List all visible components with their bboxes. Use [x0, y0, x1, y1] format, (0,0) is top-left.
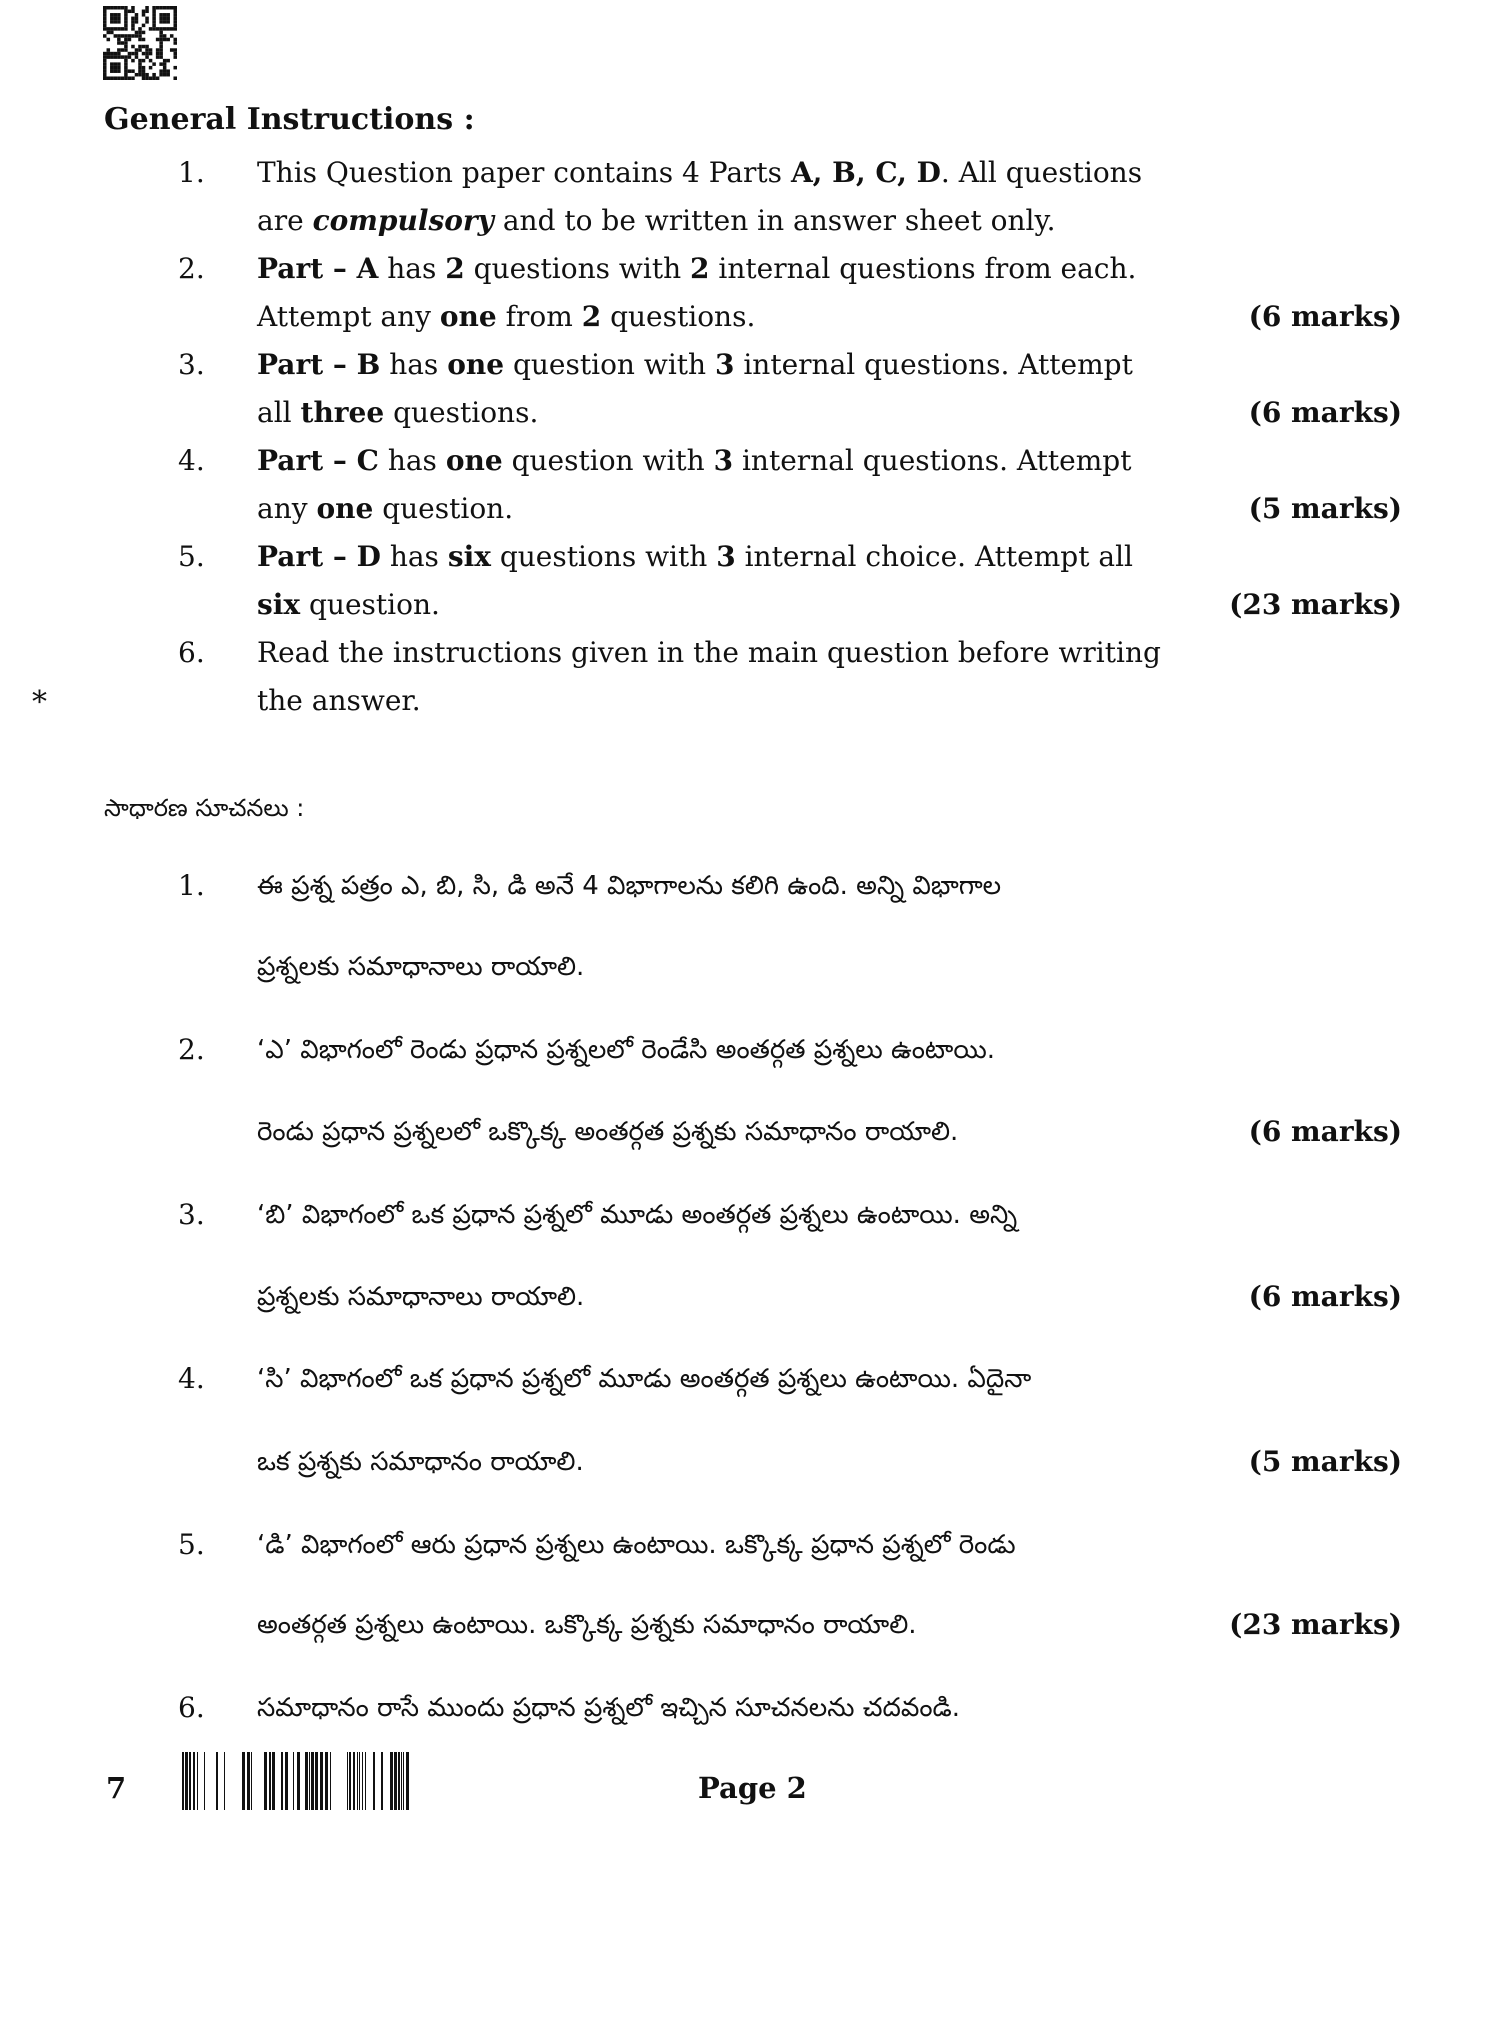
text-segment: question with: [504, 348, 715, 381]
instruction-number: 1.: [178, 869, 205, 902]
text-segment: has: [378, 252, 446, 285]
text-segment: are: [257, 204, 313, 237]
telugu-instruction-line: అంతర్గత ప్రశ్నలు ఉంటాయి. ఒక్కొక్క ప్రశ్నకు సమాధానం రాయాలి.: [257, 1610, 917, 1640]
text-segment: all: [257, 396, 301, 429]
instruction-line: [257, 297, 755, 337]
text-segment: questions with: [464, 252, 691, 285]
emphasis-text: 3: [713, 444, 734, 477]
telugu-instructions-title: సాధారణ సూచనలు :: [104, 794, 305, 822]
text-segment: questions.: [384, 396, 539, 429]
emphasis-text: 2: [690, 252, 710, 285]
telugu-instruction-line: సమాధానం రాసే ముందు ప్రధాన ప్రశ్నలో ఇచ్చిన సూచనలను చదవండి.: [257, 1693, 961, 1723]
emphasis-text: six: [447, 540, 491, 573]
emphasis-text: Part – A: [257, 252, 379, 285]
instruction-number: 3.: [178, 348, 205, 381]
marks-label: (23 marks): [1229, 588, 1402, 621]
text-segment: internal questions. Attempt: [733, 444, 1132, 477]
instruction-number: 4.: [178, 444, 205, 477]
marks-label: (23 marks): [1229, 1608, 1402, 1641]
telugu-instruction-line: ‘సి’ విభాగంలో ఒక ప్రధాన ప్రశ్నలో మూడు అంతర్గత ప్రశ్నలు ఉంటాయి. ఏదైనా: [257, 1364, 1032, 1394]
instruction-line: [257, 489, 513, 529]
barcode: [179, 1752, 413, 1810]
text-segment: question with: [502, 444, 714, 477]
text-segment: the answer.: [257, 684, 421, 717]
emphasis-text: 3: [714, 348, 735, 381]
text-segment: and to be written in answer sheet only.: [493, 204, 1056, 237]
text-segment: has: [380, 540, 448, 573]
emphasis-text: compulsory: [312, 204, 494, 237]
emphasis-text: 2: [581, 300, 602, 333]
instruction-number: 3.: [178, 1198, 205, 1231]
asterisk-mark: *: [32, 685, 47, 720]
paper-code: 7: [106, 1771, 127, 1805]
emphasis-text: 2: [445, 252, 465, 285]
text-segment: internal questions from each.: [709, 252, 1137, 285]
telugu-instruction-line: ప్రశ్నలకు సమాధానాలు రాయాలి.: [257, 952, 585, 982]
marks-label: (6 marks): [1248, 1280, 1402, 1313]
qr-code: [101, 6, 179, 80]
instruction-line: [257, 345, 1133, 385]
instruction-number: 1.: [178, 156, 205, 189]
instruction-line: [257, 441, 1131, 481]
emphasis-text: one: [447, 348, 505, 381]
instruction-line: [257, 633, 1161, 673]
emphasis-text: A, B, C, D: [790, 156, 941, 189]
marks-label: (5 marks): [1248, 492, 1402, 525]
instruction-line: [257, 249, 1136, 289]
text-segment: internal questions. Attempt: [734, 348, 1133, 381]
instruction-line: [257, 681, 421, 721]
emphasis-text: three: [300, 396, 385, 429]
telugu-instruction-line: ఒక ప్రశ్నకు సమాధానం రాయాలి.: [257, 1447, 584, 1477]
instruction-line: [257, 393, 538, 433]
emphasis-text: Part – B: [257, 348, 381, 381]
marks-label: (6 marks): [1248, 300, 1402, 333]
emphasis-text: one: [316, 492, 374, 525]
telugu-instruction-line: ‘ఎ’ విభాగంలో రెండు ప్రధాన ప్రశ్నలలో రెండేసి అంతర్గత ప్రశ్నలు ఉంటాయి.: [257, 1035, 996, 1065]
telugu-instruction-line: ‘బి’ విభాగంలో ఒక ప్రధాన ప్రశ్నలో మూడు అంతర్గత ప్రశ్నలు ఉంటాయి. అన్ని: [257, 1200, 1018, 1230]
text-segment: question.: [373, 492, 514, 525]
text-segment: This Question paper contains 4 Parts: [257, 156, 791, 189]
text-segment: questions with: [490, 540, 717, 573]
instruction-number: 5.: [178, 1528, 205, 1561]
telugu-instruction-line: రెండు ప్రధాన ప్రశ్నలలో ఒక్కొక్క అంతర్గత ప్రశ్నకు సమాధానం రాయాలి.: [257, 1117, 959, 1147]
text-segment: . All questions: [940, 156, 1143, 189]
text-segment: Attempt any: [257, 300, 440, 333]
emphasis-text: one: [445, 444, 503, 477]
page-number: Page 2: [698, 1771, 807, 1805]
text-segment: internal choice. Attempt all: [735, 540, 1133, 573]
instruction-line: [257, 585, 440, 625]
marks-label: (6 marks): [1248, 1115, 1402, 1148]
instruction-number: 6.: [178, 1691, 205, 1724]
telugu-instruction-line: ‘డి’ విభాగంలో ఆరు ప్రధాన ప్రశ్నలు ఉంటాయి. ఒక్కొక్క ప్రధాన ప్రశ్నలో రెండు: [257, 1530, 1016, 1560]
text-segment: has: [380, 348, 448, 381]
general-instructions-title: General Instructions :: [104, 102, 475, 137]
instruction-line: [257, 537, 1133, 577]
emphasis-text: one: [439, 300, 497, 333]
text-segment: any: [257, 492, 317, 525]
emphasis-text: six: [257, 588, 301, 621]
instruction-number: 2.: [178, 252, 205, 285]
telugu-instruction-line: ఈ ప్రశ్న పత్రం ఎ, బి, సి, డి అనే 4 విభాగాలను కలిగి ఉంది. అన్ని విభాగాల: [257, 871, 1002, 901]
marks-label: (6 marks): [1248, 396, 1402, 429]
text-segment: from: [496, 300, 582, 333]
instruction-number: 2.: [178, 1033, 205, 1066]
marks-label: (5 marks): [1248, 1445, 1402, 1478]
text-segment: questions.: [601, 300, 756, 333]
instruction-line: [257, 201, 1055, 241]
instruction-number: 4.: [178, 1362, 205, 1395]
instruction-number: 5.: [178, 540, 205, 573]
emphasis-text: Part – D: [257, 540, 381, 573]
emphasis-text: 3: [716, 540, 736, 573]
instruction-number: 6.: [178, 636, 205, 669]
text-segment: question.: [300, 588, 440, 621]
text-segment: Read the instructions given in the main question before writing: [257, 636, 1161, 669]
instruction-line: [257, 153, 1142, 193]
emphasis-text: Part – C: [257, 444, 379, 477]
text-segment: has: [378, 444, 446, 477]
telugu-instruction-line: ప్రశ్నలకు సమాధానాలు రాయాలి.: [257, 1282, 585, 1312]
